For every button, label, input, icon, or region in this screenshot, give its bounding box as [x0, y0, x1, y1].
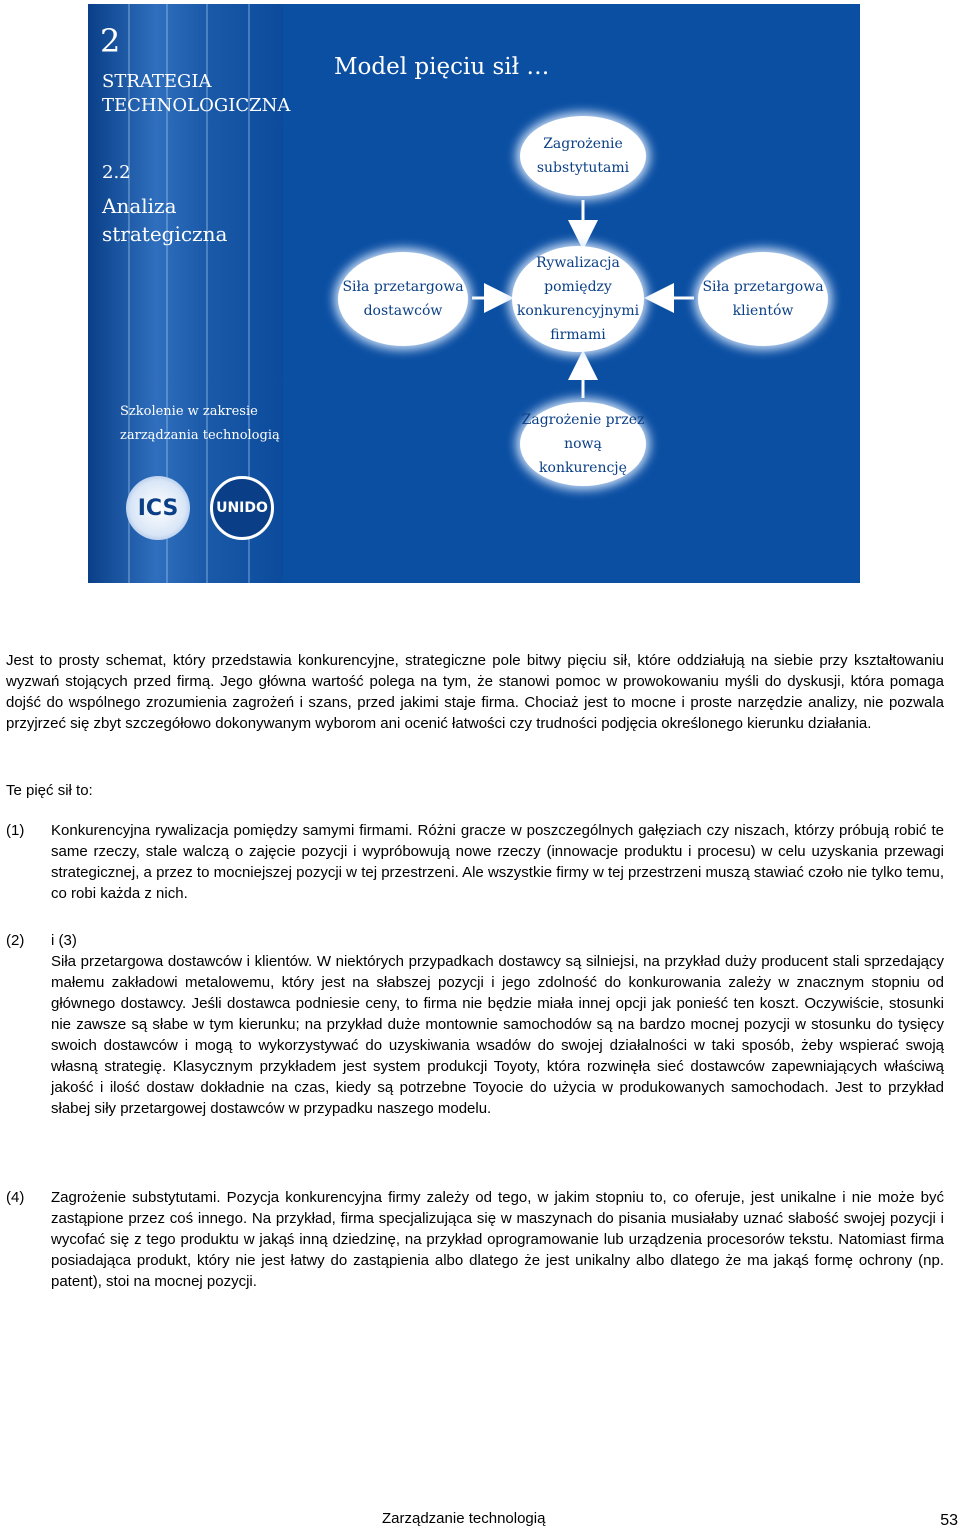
force-new-entrants: Zagrożenie przez nową konkurencję	[520, 402, 646, 486]
list-item-number: (4)	[6, 1189, 25, 1206]
unido-logo-text: UNIDO	[216, 500, 268, 516]
training-text: Szkolenie w zakresie zarządzania technologią	[120, 404, 280, 443]
list-item-text: Siła przetargowa dostawców i klientów. W niektórych przypadkach dostawcy są silniejsi, na przykład duży producent stali sprzedający małemu zakładowi metalowemu, który jest na słabszej pozycji i jego zdolność do konkurowania zależy w znacznym stopniu od głównego dostawcy. Jeśli dostawca podniesie ceny, to firma nie będzie miała innej opcji jak ponieść ten koszt. Oczywiście, stosunki nie zawsze są słabe w tym kierunku; na przykład duże montownie samochodów są na bardzo mocnej pozycji w stosunku do tysięcy swoich dostawców i mogą to wykorzystywać do uzyskiwania wsadów do swojej działalności w taki sposób, żeby wspierać swoją własną strategię. Klasycznym przykładem jest system produkcji Toyoty, która rozwinęła sieć dostawców zapewniających właściwą jakość i ilość dostaw dokładnie na czas, kiedy są potrzebne Toyocie do użycia w produkowanych samochodach. Jest to przykład słabej siły przetargowej dostawców w przypadku naszego modelu.	[51, 953, 944, 1117]
list-item-number-suffix: i (3)	[51, 932, 77, 949]
footer-title: Zarządzanie technologią	[382, 1510, 546, 1527]
intro-paragraph: Jest to prosty schemat, który przedstawia konkurencyjne, strategiczne pole bitwy pięciu sił, które oddziałują na siebie przy kształtowaniu wyzwań stojących przed firmą. Jego główna wartość polega na tym, że stanowi pomoc w prowokowaniu myśli do dyskusji, która pomaga dojść do wspólnego zrozumienia zagrożeń i szans, przed jakimi staje firma. Chociaż jest to mocne i proste narzędzie analizy, nie pozwala przyjrzeć się zbyt szczegółowo dokonywanym wyborom ani ocenić łatwości czy trudności podjęcia określonego kierunku działania.	[6, 652, 944, 732]
ics-logo-text: ICS	[137, 495, 179, 521]
section-title: Analiza strategiczna	[102, 194, 228, 246]
force-clients: Siła przetargowa klientów	[698, 252, 828, 346]
forces-intro: Te pięć sił to:	[6, 782, 93, 799]
section-number: 2.2	[102, 162, 131, 183]
slide-image	[88, 4, 860, 583]
list-item-number: (1)	[6, 822, 25, 839]
list-item-number: (2)	[6, 932, 25, 949]
slide-number: 2	[100, 22, 121, 60]
slide-title: Model pięciu sił …	[334, 54, 550, 80]
force-substitutes: Zagrożenie substytutami	[520, 116, 646, 196]
list-item-text: Konkurencyjna rywalizacja pomiędzy samymi firmami. Różni gracze w poszczególnych gałęziach czy niszach, którzy próbują robić te same rzeczy, stale walczą o zajęcie pozycji i wypróbowują nowe rzeczy (innowacje produktu i procesu) w celu uzyskania przewagi strategicznej, a przez to mocniejszej pozycji w tej przestrzeni. Ale wszystkie firmy w tej przestrzeni muszą stawiać czoło nie tylko temu, co robi każda z nich.	[51, 822, 944, 902]
force-suppliers: Siła przetargowa dostawców	[338, 252, 468, 346]
strategy-title: STRATEGIA TECHNOLOGICZNA	[102, 71, 291, 116]
force-rivalry: Rywalizacja pomiędzy konkurencyjnymi firmami	[512, 246, 644, 352]
page-number: 53	[940, 1512, 958, 1529]
list-item-text: Zagrożenie substytutami. Pozycja konkurencyjna firmy zależy od tego, w jakim stopniu to, co oferuje, jest unikalne i nie może być zastąpione przez coś innego. Na przykład, firma specjalizująca się w maszynach do pisania musiałaby uznać słabość swojej pozycji i wycofać się z tego produktu w jakąś inną dziedzinę, na przykład oprogramowanie lub urządzenia procesorów tekstu. Natomiast firma posiadająca produkt, który nie jest łatwy do zastąpienia albo dlatego że jest unikalny albo dlatego że ma jakąś formę ochrony (np. patent), stoi na mocnej pozycji.	[51, 1189, 944, 1290]
